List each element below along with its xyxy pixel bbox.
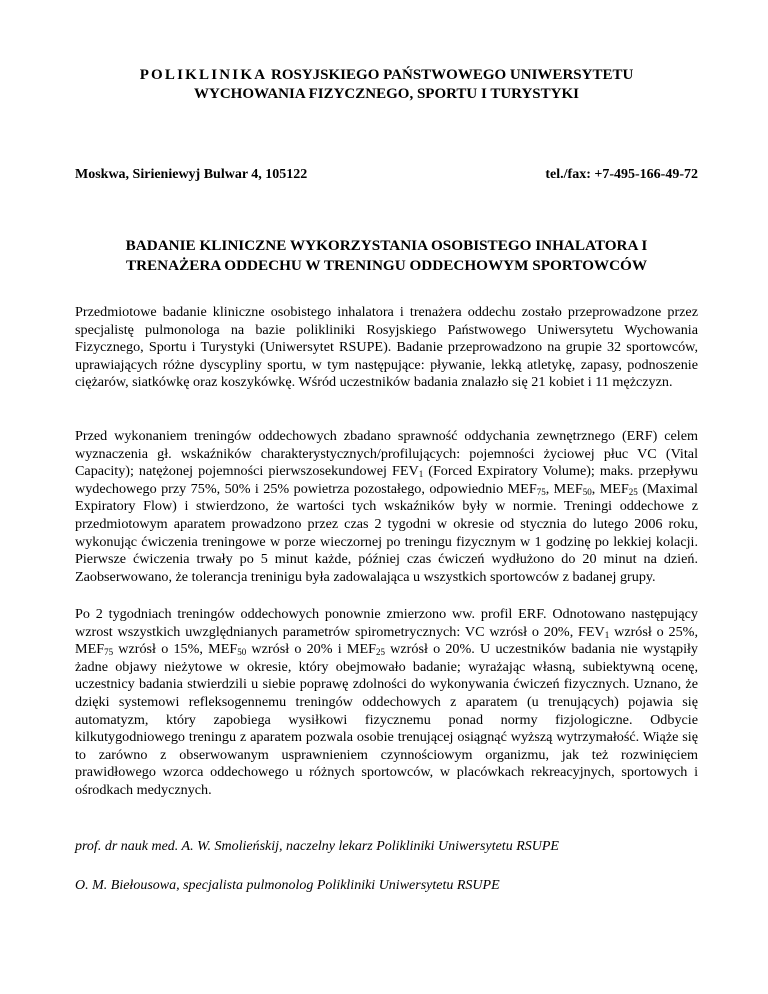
institution-name-spaced: POLIKLINIKA	[139, 67, 268, 83]
p2-text-a: Przed wykonaniem treningów oddechowych zbadano sprawność oddychania zewnętrznego (ERF) celem wyznaczenia gł. wskaźników charakterystycznych/profilujących: pojemności życiowej płuc VC (Vital Capacity); natężonej pojemności pierwszosekundowej FEV	[75, 428, 698, 480]
p3-sub-mef50: 50	[237, 647, 247, 658]
p2-text-b: (Forced Expiratory Volume); maks. przepływu wydechowego przy 75%, 50% i 25% powietrza pozostałego, odpowiednio MEF	[75, 463, 698, 497]
institution-header	[75, 66, 698, 104]
title-line-1: BADANIE KLINICZNE WYKORZYSTANIA OSOBISTEGO INHALATORA I	[125, 237, 648, 254]
p2-sub-fev: 1	[418, 469, 424, 480]
p3-sub-mef75: 75	[104, 647, 114, 658]
p3-sub-mef25: 25	[375, 647, 385, 658]
p3-text-e: wzrósł o 20%. U uczestników badania nie wystąpiły żadne objawy nieżytowe w okresie, który obejmowało badanie; wyrażając własną, subiektywną ocenę, uczestnicy badania stwierdzili u siebie poprawę zdolności do wykonywania ćwiczeń fizycznych. Uznano, że dzięki systemowi refleksogennemu treningów oddechowych z aparatem (u trenujących) pojawia się automatyzm, który zapobiega wysiłkowi fizycznemu ponad normy fizjologiczne. Odbycie kilkutygodniowego treningu z aparatem pozwala osobie trenującej osiągnąć wyższą wytrzymałość. Wiąże się to zarówno z obserwowanym usprawnieniem czynnościowym organizmu, jak też rozwinięciem prawidłowego wzorca oddechowego u różnych sportowców, w placówkach rekreacyjnych, sportowych i ośrodkach medycznych.	[75, 641, 698, 798]
p2-sub-mef50: 50	[582, 486, 592, 497]
paragraph-2	[75, 428, 698, 586]
document-title	[75, 236, 698, 275]
institution-line-2: WYCHOWANIA FIZYCZNEGO, SPORTU I TURYSTYKI	[194, 86, 579, 102]
p3-text-d: wzrósł o 20% i MEF	[246, 641, 376, 658]
p2-text-d: , MEF	[591, 480, 629, 497]
paragraph-3	[75, 606, 698, 800]
p3-text-c: wzrósł o 15%, MEF	[113, 641, 238, 658]
p3-text-b: wzrósł o 25%, MEF	[75, 623, 698, 658]
p2-sub-mef75: 75	[536, 486, 546, 497]
paragraph-1: Przedmiotowe badanie kliniczne osobistego inhalatora i trenażera oddechu zostało przeprowadzone przez specjalistę pulmonologa na bazie polikliniki Rosyjskiego Państwowego Uniwersytetu Wychowania Fizycznego, Sportu i Turystyki (Uniwersytet RSUPE). Badanie przeprowadzono na grupie 32 sportowców, uprawiających różne dyscypliny sportu, w tym następujące: pływanie, lekką atletykę, zapasy, podnoszenie ciężarów, siatkówkę oraz koszykówkę. Wśród uczestników badania znalazło się 21 kobiet i 11 mężczyzn.	[75, 304, 698, 391]
phone-fax: tel./fax: +7-495-166-49-72	[545, 167, 698, 182]
signature-1: prof. dr nauk med. A. W. Smolieńskij, naczelny lekarz Polikliniki Uniwersytetu RSUPE	[75, 839, 559, 854]
signature-2: O. M. Biełousowa, specjalista pulmonolog Polikliniki Uniwersytetu RSUPE	[75, 878, 500, 893]
title-line-2: TRENAŻERA ODDECHU W TRENINGU ODDECHOWYM SPORTOWCÓW	[125, 256, 648, 274]
p2-text-c: , MEF	[545, 480, 583, 497]
p3-text-a: Po 2 tygodniach treningów oddechowych ponownie zmierzono ww. profil ERF. Odnotowano następujący wzrost wszystkich uwzględnianych parametrów spirometrycznych: VC wzrósł o 20%, FEV	[75, 606, 698, 640]
address: Moskwa, Sirieniewyj Bulwar 4, 105122	[75, 167, 308, 182]
p2-sub-mef25: 25	[628, 486, 638, 497]
institution-line-1	[75, 66, 698, 85]
p2-text-e: (Maximal Expiratory Flow) i stwierdzono, że wartości tych wskaźników były w normie. Treningi oddechowe z przedmiotowym aparatem prowadzono przez czas 2 tygodni w okresie od stycznia do lutego 2006 roku, wykonując ćwiczenia treningowe w porze wieczornej po treningu fizycznym w 1 godzinę po lekkiej kolacji. Pierwsze ćwiczenia trwały po 5 minut każde, później czas ćwiczeń wydłużono do 20 minut na dzień. Zaobserwowano, że tolerancja treninigu była zadowalająca u wszystkich sportowców z badanej grupy.	[75, 480, 698, 585]
institution-name-rest: ROSYJSKIEGO PAŃSTWOWEGO UNIWERSYTETU	[267, 67, 634, 83]
p3-sub-fev: 1	[604, 629, 610, 640]
